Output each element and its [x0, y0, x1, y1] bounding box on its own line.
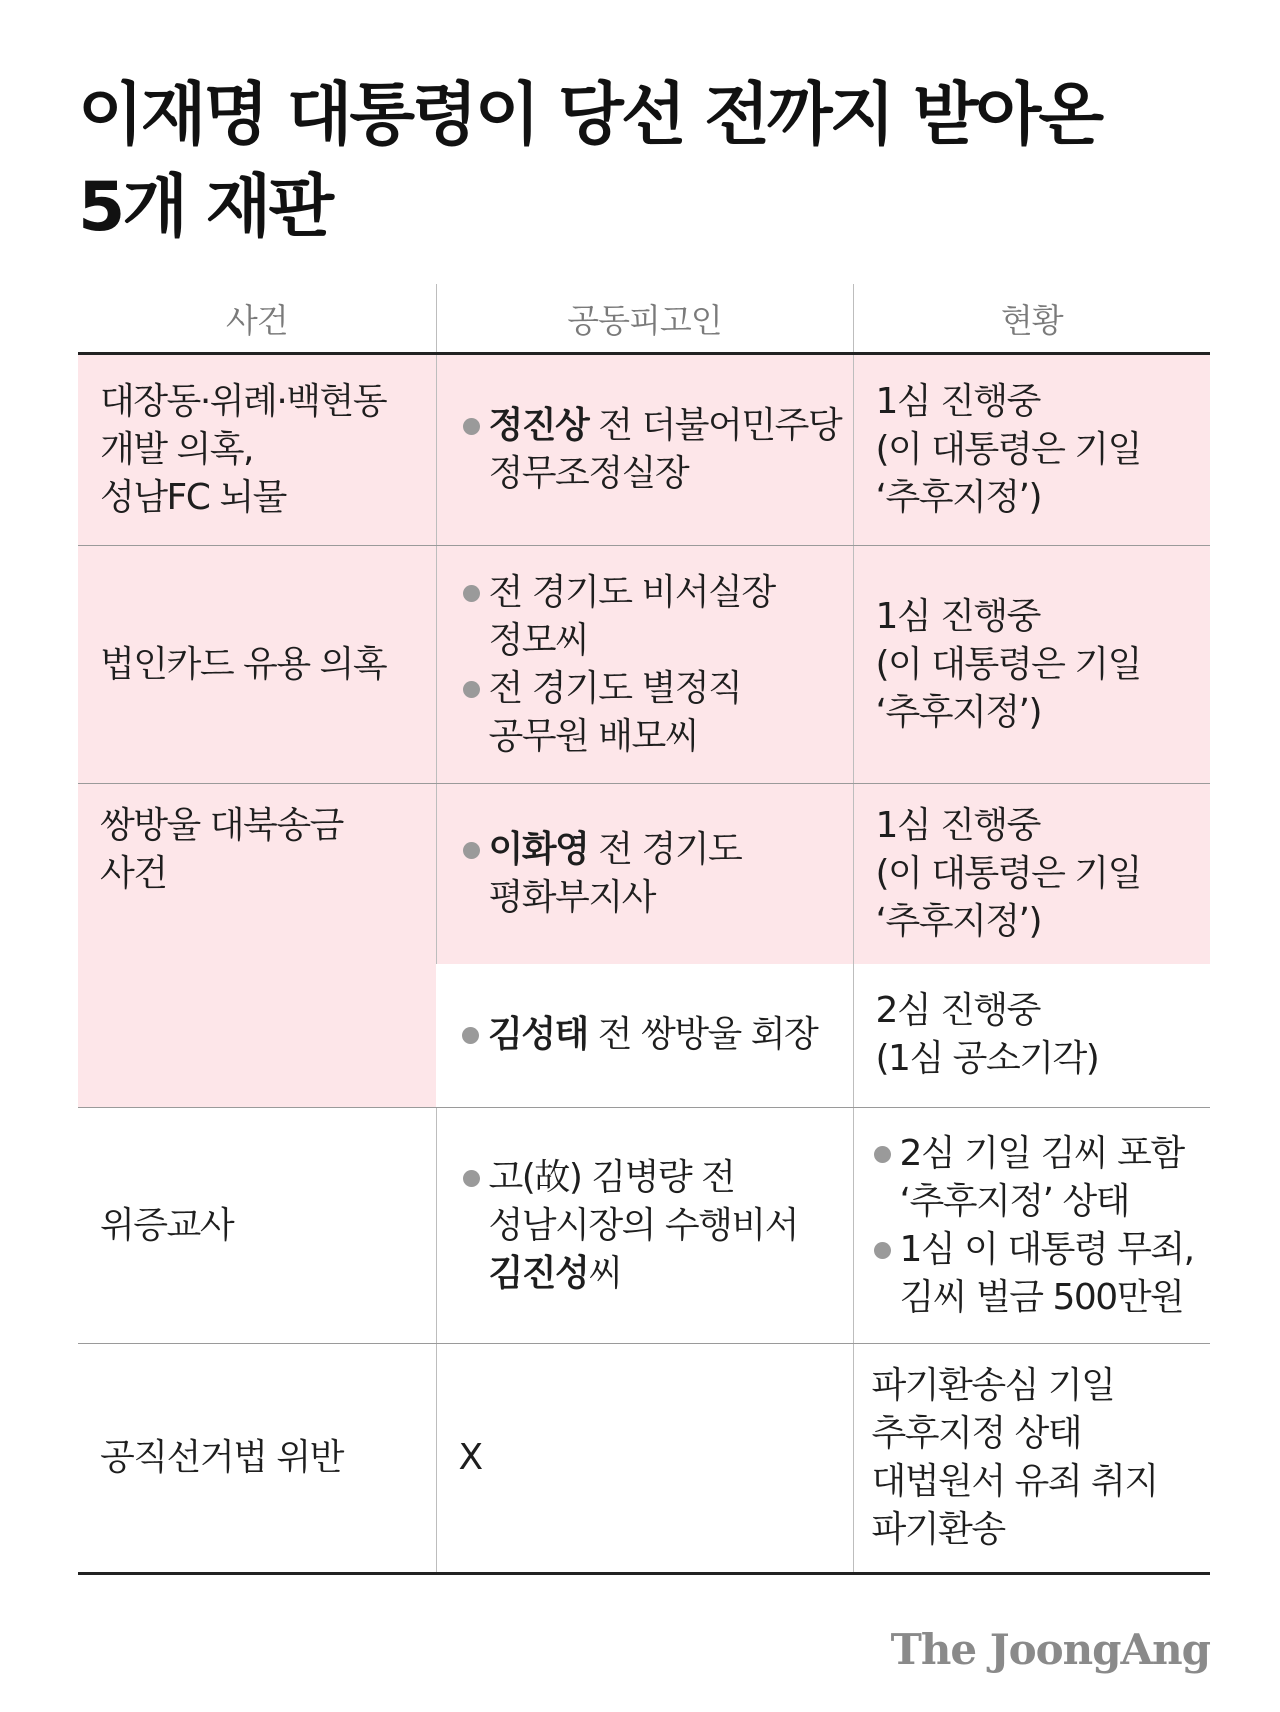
case-cell: 공직선거법 위반 [78, 1344, 436, 1574]
table-row [78, 784, 1210, 964]
defendants-cell [436, 964, 853, 1108]
header-defendants: 공동피고인 [436, 284, 853, 354]
status-item: 1심 이 대통령 무죄, 김씨 벌금 500만원 [872, 1226, 1199, 1322]
status-cell: 2심 진행중 (1심 공소기각) [853, 964, 1210, 1108]
defendant-item: 정진상 전 더불어민주당 정무조정실장 [461, 402, 841, 498]
table-row [78, 546, 1210, 784]
defendant-item: 이화영 전 경기도 평화부지사 [461, 826, 841, 922]
header-case: 사건 [78, 284, 436, 354]
header-row [78, 284, 1210, 354]
status-cell: 1심 진행중 (이 대통령은 기일 ‘추후지정’) [853, 354, 1210, 546]
trials-table [78, 284, 1210, 1575]
status-cell [853, 1108, 1210, 1344]
defendant-item: 전 경기도 비서실장 정모씨 [461, 569, 841, 665]
status-item: 2심 기일 김씨 포함 ‘추후지정’ 상태 [872, 1130, 1199, 1226]
status-cell: 1심 진행중 (이 대통령은 기일 ‘추후지정’) [853, 546, 1210, 784]
defendant-item: 김성태 전 쌍방울 회장 [460, 1011, 841, 1059]
defendants-cell [436, 546, 853, 784]
case-cell: 대장동·위례·백현동 개발 의혹, 성남FC 뇌물 [78, 354, 436, 546]
defendant-item: 고(故) 김병량 전 성남시장의 수행비서 김진성씨 [461, 1154, 841, 1298]
defendants-cell: X [436, 1344, 853, 1574]
case-cell: 법인카드 유용 의혹 [78, 546, 436, 784]
table-row [78, 1108, 1210, 1344]
header-status: 현황 [853, 284, 1210, 354]
case-cell: 쌍방울 대북송금 사건 [78, 784, 436, 1108]
title-line-1: 이재명 대통령이 당선 전까지 받아온 [78, 76, 1102, 155]
case-cell: 위증교사 [78, 1108, 436, 1344]
defendants-cell [436, 354, 853, 546]
defendant-item: 전 경기도 별정직 공무원 배모씨 [461, 665, 841, 761]
publisher-logo: The JoongAng [890, 1625, 1210, 1674]
status-cell: 1심 진행중 (이 대통령은 기일 ‘추후지정’) [853, 784, 1210, 964]
defendants-cell [436, 1108, 853, 1344]
title-line-2: 5개 재판 [78, 168, 332, 247]
table-row [78, 354, 1210, 546]
table-row [78, 1344, 1210, 1574]
status-cell: 파기환송심 기일 추후지정 상태 대법원서 유죄 취지 파기환송 [853, 1344, 1210, 1574]
defendants-cell [436, 784, 853, 964]
page-title [78, 70, 1218, 254]
